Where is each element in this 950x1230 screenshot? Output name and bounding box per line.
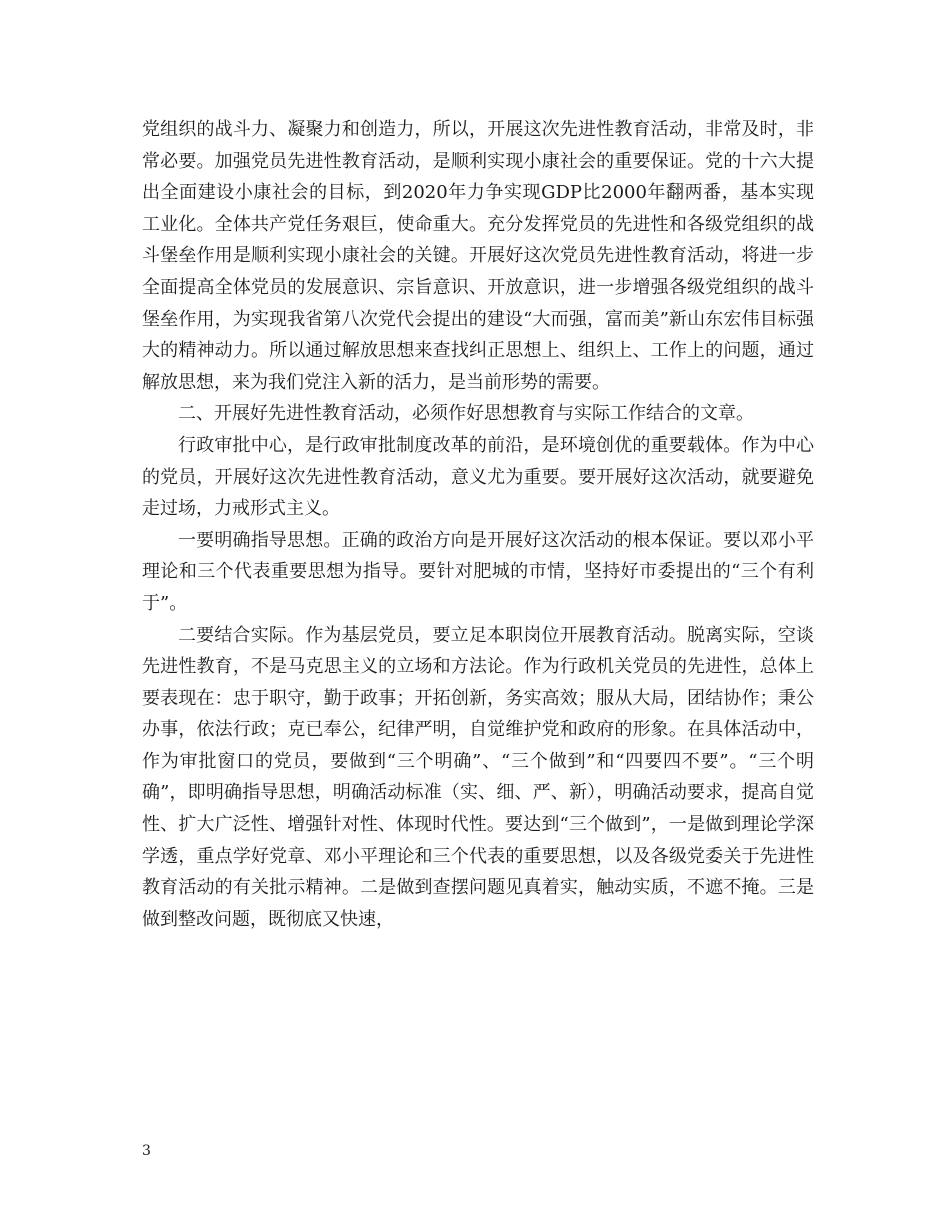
section-heading-paragraph: 二、开展好先进性教育活动，必须作好思想教育与实际工作结合的文章。	[178, 403, 754, 425]
document-body	[142, 114, 814, 935]
page-number: 3	[142, 1143, 151, 1159]
body-paragraph-4: 二要结合实际。作为基层党员，要立足本职岗位开展教育活动。脱离实际，空谈先进性教育，不是马克思主义的立场和方法论。作为行政机关党员的先进性，总体上要表现在：忠于职守，勤于政事；开拓创新，务实高效；服从大局，团结协作；秉公办事，依法行政；克已奉公，纪律严明，自觉维护党和政府的形象。在具体活动中，作为审批窗口的党员，要做到“三个明确”、“三个做到”和“四要四不要”。“三个明确”，即明确指导思想，明确活动标准（实、细、严、新），明确活动要求，提高自觉性、扩大广泛性、增强针对性、体现时代性。要达到“三个做到”，一是做到理论学深学透，重点学好党章、邓小平理论和三个代表的重要思想，以及各级党委关于先进性教育活动的有关批示精神。二是做到查摆问题见真着实，触动实质，不遮不掩。三是做到整改问题，既彻底又快速，	[142, 624, 814, 930]
body-paragraph-2: 行政审批中心，是行政审批制度改革的前沿，是环境创优的重要载体。作为中心的党员，开展好这次先进性教育活动，意义尤为重要。要开展好这次活动，就要避免走过场，力戒形式主义。	[142, 434, 814, 520]
body-paragraph-3: 一要明确指导思想。正确的政治方向是开展好这次活动的根本保证。要以邓小平理论和三个代表重要思想为指导。要针对肥城的市情，坚持好市委提出的“三个有利于”。	[142, 529, 814, 614]
body-paragraph-1: 党组织的战斗力、凝聚力和创造力，所以，开展这次先进性教育活动，非常及时，非常必要。加强党员先进性教育活动，是顺利实现小康社会的重要保证。党的十六大提出全面建设小康社会的目标，到2020年力争实现GDP比2000年翻两番，基本实现工业化。全体共产党任务艰巨，使命重大。充分发挥党员的先进性和各级党组织的战斗堡垒作用是顺利实现小康社会的关键。开展好这次党员先进性教育活动，将进一步全面提高全体党员的发展意识、宗旨意识、开放意识，进一步增强各级党组织的战斗堡垒作用，为实现我省第八次党代会提出的建设“大而强，富而美”新山东宏伟目标强大的精神动力。所以通过解放思想来查找纠正思想上、组织上、工作上的问题，通过解放思想，来为我们党注入新的活力，是当前形势的需要。	[142, 119, 814, 393]
